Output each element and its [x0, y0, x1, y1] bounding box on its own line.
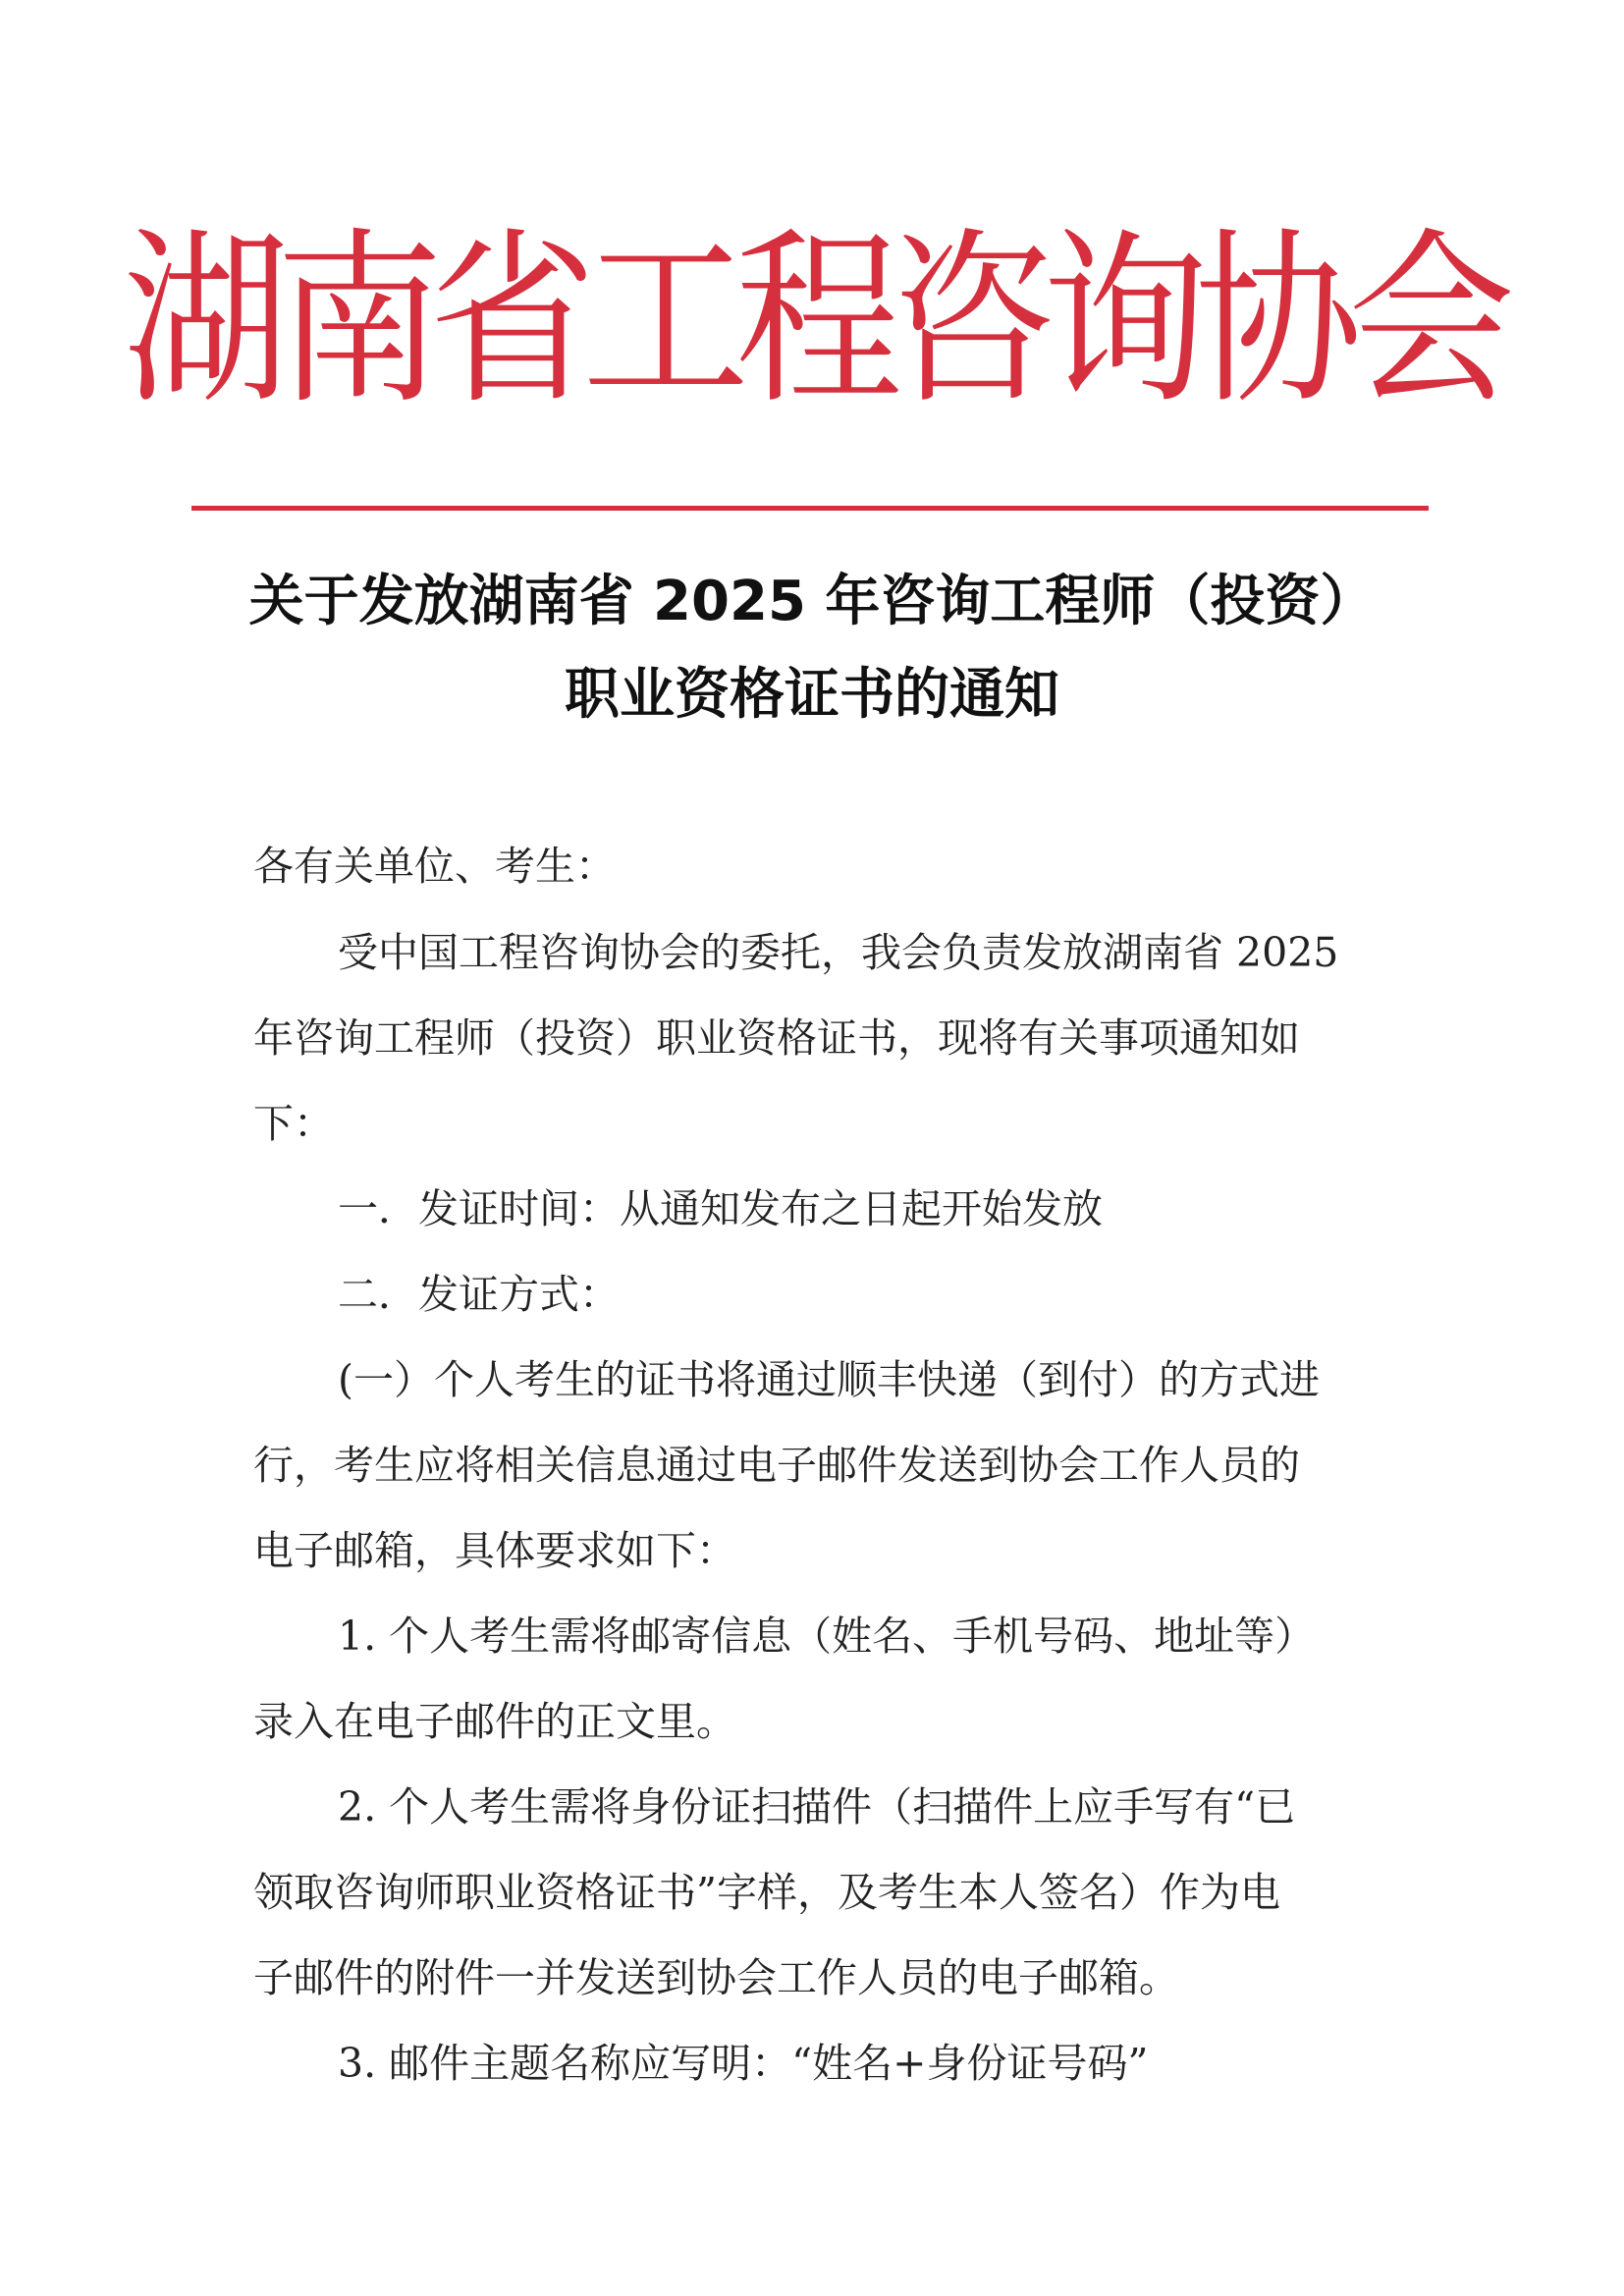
intro-line-3: 下： — [253, 1100, 334, 1147]
item-1-line-2: 录入在电子邮件的正文里。 — [253, 1698, 736, 1745]
subsection-1-line-2: 行，考生应将相关信息通过电子邮件发送到协会工作人员的 — [253, 1442, 1300, 1489]
letterhead-red-rule — [191, 506, 1429, 511]
item-2-line-1: 2. 个人考生需将身份证扫描件（扫描件上应手写有“已 — [338, 1783, 1296, 1831]
section-2-issue-method: 二．发证方式： — [338, 1271, 620, 1318]
subsection-1-line-3: 电子邮箱，具体要求如下： — [253, 1527, 736, 1574]
letterhead-org-name: 湖南省工程咨询协会 — [122, 212, 1501, 430]
item-3-line: 3. 邮件主题名称应写明：“姓名+身份证号码” — [338, 2040, 1149, 2087]
document-title-line-1: 关于发放湖南省 2025 年咨询工程师（投资） — [248, 570, 1376, 633]
salutation: 各有关单位、考生： — [253, 843, 616, 890]
intro-line-2: 年咨询工程师（投资）职业资格证书，现将有关事项通知如 — [253, 1014, 1300, 1062]
document-title-line-2: 职业资格证书的通知 — [565, 663, 1059, 727]
subsection-1-line-1: (一）个人考生的证书将通过顺丰快递（到付）的方式进 — [338, 1356, 1320, 1403]
intro-line-1: 受中国工程咨询协会的委托，我会负责发放湖南省 2025 — [338, 929, 1339, 976]
section-1-issue-time: 一．发证时间：从通知发布之日起开始发放 — [338, 1185, 1103, 1232]
item-1-line-1: 1. 个人考生需将邮寄信息（姓名、手机号码、地址等） — [338, 1613, 1316, 1660]
item-2-line-3: 子邮件的附件一并发送到协会工作人员的电子邮箱。 — [253, 1954, 1179, 2001]
item-2-line-2: 领取咨询师职业资格证书”字样，及考生本人签名）作为电 — [253, 1869, 1280, 1916]
